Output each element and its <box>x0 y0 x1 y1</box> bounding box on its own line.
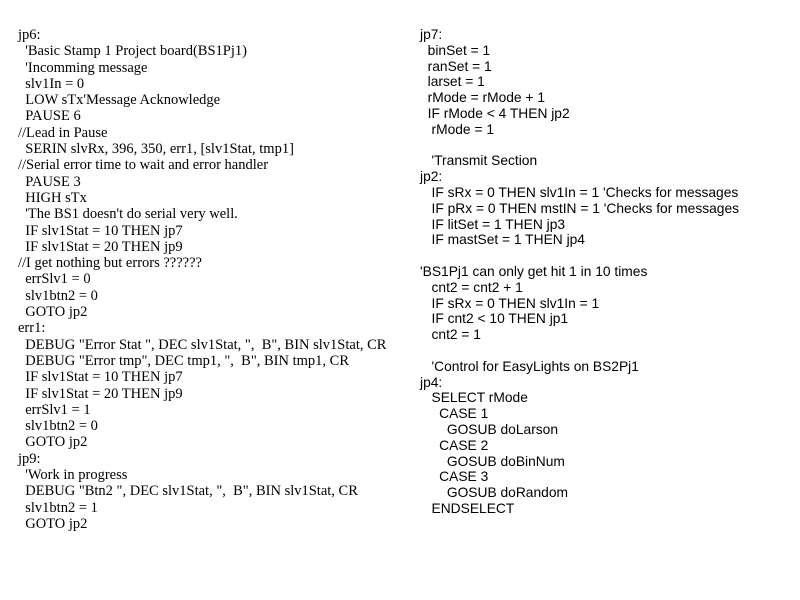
code-line: //I get nothing but errors ?????? <box>18 255 202 272</box>
code-line: IF sRx = 0 THEN slv1In = 1 'Checks for messages <box>420 184 739 200</box>
code-line: rMode = 1 <box>420 121 495 137</box>
code-line: GOTO jp2 <box>18 515 88 532</box>
code-line: //Serial error time to wait and error handler <box>18 157 269 174</box>
code-line: errSlv1 = 0 <box>18 271 91 288</box>
code-line: err1: <box>18 320 46 337</box>
code-line: cnt2 = cnt2 + 1 <box>420 279 523 295</box>
code-line: SELECT rMode <box>420 390 528 406</box>
code-line: LOW sTx'Message Acknowledge <box>18 92 221 109</box>
code-line: IF litSet = 1 THEN jp3 <box>420 216 566 232</box>
code-line: CASE 2 <box>420 437 489 453</box>
code-line: ENDSELECT <box>420 500 515 516</box>
code-line: IF pRx = 0 THEN mstIN = 1 'Checks for messages <box>420 200 740 216</box>
code-line: GOTO jp2 <box>18 434 88 451</box>
code-line: cnt2 = 1 <box>420 327 481 343</box>
code-line: jp6: <box>18 27 41 43</box>
code-line: 'Work in progress <box>18 467 128 484</box>
code-line: binSet = 1 <box>420 42 491 58</box>
code-line: //Lead in Pause <box>18 124 108 141</box>
code-line: PAUSE 3 <box>18 173 81 190</box>
code-column-left <box>18 27 413 532</box>
code-line: 'Control for EasyLights on BS2Pj1 <box>420 358 639 374</box>
code-line <box>420 138 795 154</box>
code-line: 'Incomming message <box>18 59 148 76</box>
code-line: 'Basic Stamp 1 Project board(BS1Pj1) <box>18 43 247 60</box>
code-line: jp7: <box>420 27 443 42</box>
code-line: larset = 1 <box>420 74 485 90</box>
code-line: IF sRx = 0 THEN slv1In = 1 <box>420 295 600 311</box>
code-line: DEBUG "Error Stat ", DEC slv1Stat, ", B", BIN slv1Stat, CR <box>18 336 387 353</box>
code-line: GOTO jp2 <box>18 304 88 321</box>
code-line: jp2: <box>420 169 443 185</box>
code-line: slv1btn2 = 0 <box>18 418 98 435</box>
code-line: DEBUG "Btn2 ", DEC slv1Stat, ", B", BIN slv1Stat, CR <box>18 483 358 500</box>
code-line: IF slv1Stat = 10 THEN jp7 <box>18 222 183 239</box>
code-line: DEBUG "Error tmp", DEC tmp1, ", B", BIN tmp1, CR <box>18 352 349 369</box>
code-line: errSlv1 = 1 <box>18 401 91 418</box>
code-line: IF mastSet = 1 THEN jp4 <box>420 232 585 248</box>
code-line: IF slv1Stat = 10 THEN jp7 <box>18 369 183 386</box>
code-line: ranSet = 1 <box>420 58 492 74</box>
code-line: GOSUB doBinNum <box>420 453 565 469</box>
code-line <box>420 343 795 359</box>
code-line: PAUSE 6 <box>18 108 81 125</box>
code-line: 'BS1Pj1 can only get hit 1 in 10 times <box>420 263 648 279</box>
code-line: SERIN slvRx, 396, 350, err1, [slv1Stat, tmp1] <box>18 141 294 158</box>
code-line: jp4: <box>420 374 443 390</box>
code-line: IF cnt2 < 10 THEN jp1 <box>420 311 569 327</box>
code-line: HIGH sTx <box>18 189 87 206</box>
code-line: 'Transmit Section <box>420 153 538 169</box>
code-line: GOSUB doRandom <box>420 485 568 501</box>
code-line <box>420 248 795 264</box>
code-line: slv1btn2 = 1 <box>18 499 98 516</box>
code-line: rMode = rMode + 1 <box>420 90 546 106</box>
code-line: IF slv1Stat = 20 THEN jp9 <box>18 238 183 255</box>
code-column-right <box>420 27 795 517</box>
code-line: jp9: <box>18 450 41 467</box>
code-line: slv1In = 0 <box>18 75 85 92</box>
code-line: CASE 1 <box>420 406 489 422</box>
code-line: GOSUB doLarson <box>420 421 559 437</box>
code-line: 'The BS1 doesn't do serial very well. <box>18 206 238 223</box>
code-line: IF rMode < 4 THEN jp2 <box>420 105 570 121</box>
code-line: IF slv1Stat = 20 THEN jp9 <box>18 385 183 402</box>
code-line: slv1btn2 = 0 <box>18 287 98 304</box>
code-line: CASE 3 <box>420 469 489 485</box>
